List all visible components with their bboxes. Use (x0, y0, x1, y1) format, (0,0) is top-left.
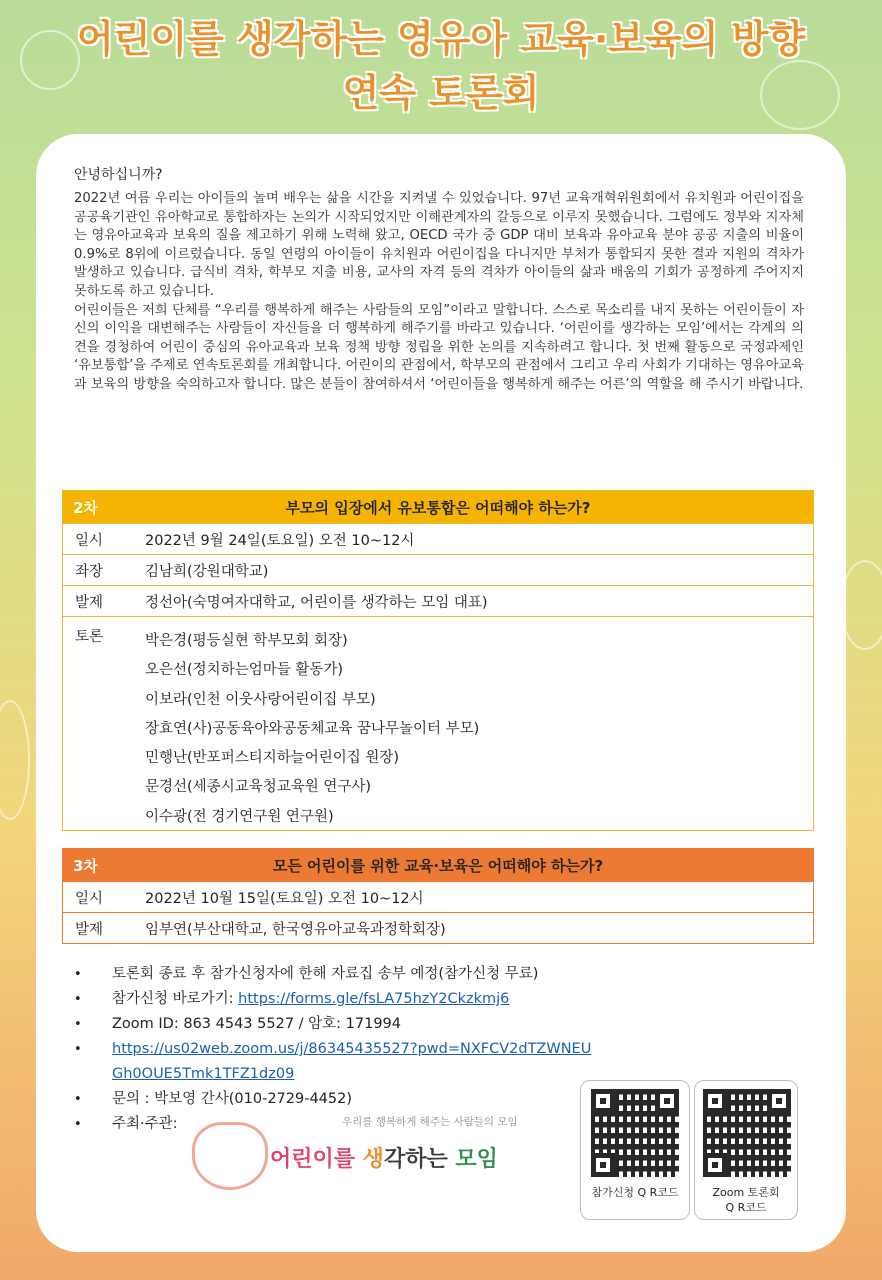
zoom-qr-label (695, 1185, 797, 1215)
greeting: 안녕하십니까? (74, 167, 163, 183)
session-3-table (62, 848, 814, 944)
notes-list (72, 962, 591, 1137)
discussion-label: 토론 (75, 629, 104, 645)
session-2-chair: 김남희(강원대학교) (145, 563, 269, 580)
session-3-header (63, 849, 813, 881)
registration-link[interactable]: https://forms.gle/fsLA75hzY2Ckzkmj6 (238, 991, 510, 1007)
panelist: 문경선(세종시교육청교육원 연구사) (145, 779, 372, 796)
background-doodle (0, 700, 30, 820)
bullet: • (74, 1017, 82, 1032)
session-3-number: 3차 (73, 856, 98, 875)
zoom-credentials: Zoom ID: 863 4543 5527 / 암호: 171994 (112, 1016, 402, 1032)
page-title (0, 12, 882, 120)
panelist: 박은경(평등실현 학부모회 회장) (145, 633, 348, 649)
date-label: 일시 (75, 890, 104, 907)
bullet: • (74, 967, 82, 982)
session-3-title: 모든 어린이를 위한 교육·보육은 어떠해야 하는가? (272, 856, 604, 875)
zoom-link[interactable] (112, 1041, 591, 1082)
session-2-table (62, 490, 814, 831)
content-card (36, 134, 846, 1252)
note-item (72, 1037, 591, 1087)
zoom-qr-box[interactable] (694, 1080, 798, 1220)
bullet: • (74, 1042, 82, 1057)
intro-text (74, 190, 804, 395)
intro-paragraph-2: 어린이들은 저희 단체를 “우리를 행복하게 해주는 사람들의 모임”이라고 말합니다. 스스로 목소리를 내지 못하는 어린이들이 자신의 이익을 대변해주는 사람들이 자신들을 더 행복하게 해주기를 바라고 있습니다. ‘어린이를 생각하는 모임’에서는 각계의 의견을 경청하여 어린이 중심의 유아교육과 보육 정책 방향 정립을 위한 논의를 지속하려고 합니다. 첫 번째 활동으로 국정과제인 ‘유보통합’을 주제로 연속토론회를 개최합니다. 어린이의 관점에서, 학부모의 관점에서 그리고 우리 사회가 기대하는 영유아교육과 보육의 방향을 숙의하고자 합니다. 많은 분들이 참여하셔서 ‘어린이들을 행복하게 해주는 어른’의 역할을 해 주시기 바랍니다. (74, 302, 804, 392)
title-line-1: 어린이를 생각하는 영유아 교육·보육의 방향 (76, 17, 806, 61)
panelist: 장효연(사)공동육아와공동체교육 꿈나무놀이터 부모) (145, 720, 480, 737)
organizer-label: 주최·주관: (112, 1116, 178, 1132)
date-label: 일시 (75, 532, 104, 549)
session-2-date: 2022년 9월 24일(토요일) 오전 10~12시 (145, 532, 415, 549)
panelist: 오은선(정치하는엄마들 활동가) (145, 662, 344, 679)
bullet: • (74, 1117, 82, 1132)
session-3-date: 2022년 10월 15일(토요일) 오전 10~12시 (145, 890, 424, 907)
note-materials: 토론회 종료 후 참가신청자에 한해 자료집 송부 예정(참가신청 무료) (112, 966, 539, 982)
registration-qr-box[interactable] (580, 1080, 690, 1220)
logo-text (270, 1142, 498, 1173)
logo-text-part: 각하는 (383, 1147, 456, 1172)
panelist: 민행난(반포퍼스티지하늘어린이집 원장) (145, 750, 400, 767)
note-item (72, 1012, 591, 1037)
zoom-link-line-1: https://us02web.zoom.us/j/86345435527?pwd=NXFCV2dTZWNEU (112, 1041, 592, 1057)
zoom-qr-label-line-2: Q R코드 (725, 1201, 767, 1214)
note-item (72, 962, 591, 987)
note-item (72, 1087, 591, 1112)
session-3-presenter-row (63, 912, 813, 943)
session-2-header (63, 491, 813, 523)
session-2-chair-row (63, 554, 813, 585)
session-2-date-row (63, 523, 813, 554)
intro-paragraph-1: 2022년 여름 우리는 아이들의 놀며 배우는 삶을 시간을 지켜낼 수 있었습니다. 97년 교육개혁위원회에서 유치원과 어린이집을 공공육기관인 유아학교로 통합하자는 논의가 시작되었지만 이해관계자의 갈등으로 이루지 못했습니다. 그럼에도 정부와 지자체는 영유아교육과 보육의 질을 제고하기 위해 노력해 왔고, OECD 국가 중 GDP 대비 보육과 유아교육 분야 공공 지출의 비율이 0.9%로 8위에 이르렀습니다. 동일 연령의 아이들이 유치원과 어린이집을 다니지만 부처가 통합되지 못한 결과 지원의 격차가 발생하고 있습니다. 급식비 격차, 학부모 지출 비용, 교사의 자격 등의 격차가 아이들의 삶과 배움의 기회가 공정하게 주어지지 못하도록 하고 있습니다. (74, 191, 804, 299)
note-item (72, 987, 591, 1012)
zoom-qr-code-icon (703, 1089, 791, 1177)
bullet: • (74, 992, 82, 1007)
logo-slogan: 우리를 행복하게 해주는 사람들의 모임 (342, 1116, 518, 1128)
registration-qr-code-icon (591, 1089, 679, 1177)
session-2-number: 2차 (73, 498, 98, 517)
zoom-qr-label-line-1: Zoom 토론회 (712, 1186, 780, 1199)
session-3-presenter: 임부연(부산대학교, 한국영유아교육과정학회장) (145, 921, 446, 938)
panelist: 이수광(전 경기연구원 연구원) (145, 808, 334, 825)
title-line-2: 연속 토론회 (342, 71, 540, 115)
panelist: 이보라(인천 이웃사랑어린이집 부모) (145, 691, 376, 708)
registration-label: 참가신청 바로가기: (112, 991, 239, 1007)
panelist-list (145, 625, 813, 830)
presenter-label: 발제 (75, 921, 104, 938)
session-2-presenter: 정선아(숙명여자대학교, 어린이를 생각하는 모임 대표) (145, 594, 488, 611)
logo-text-part: 생 (362, 1147, 384, 1172)
chair-label: 좌장 (75, 563, 104, 580)
zoom-link-line-2: Gh0OUE5Tmk1TFZ1dz09 (112, 1066, 295, 1082)
bullet: • (74, 1092, 82, 1107)
organization-logo (192, 1114, 522, 1194)
session-2-title: 부모의 입장에서 유보통합은 어떠해야 하는가? (285, 498, 591, 517)
heart-drawing-icon (192, 1122, 268, 1190)
session-2-discussion-row (63, 616, 813, 830)
logo-text-part: 임 (476, 1147, 498, 1172)
background-doodle (840, 560, 882, 650)
registration-qr-label: 참가신청 Q R코드 (591, 1186, 679, 1199)
session-2-presenter-row (63, 585, 813, 616)
logo-text-part: 어린이를 (270, 1147, 363, 1172)
logo-text-part: 모 (455, 1147, 477, 1172)
session-3-date-row (63, 881, 813, 912)
presenter-label: 발제 (75, 594, 104, 611)
contact-info: 문의 : 박보영 간사(010-2729-4452) (112, 1091, 353, 1107)
